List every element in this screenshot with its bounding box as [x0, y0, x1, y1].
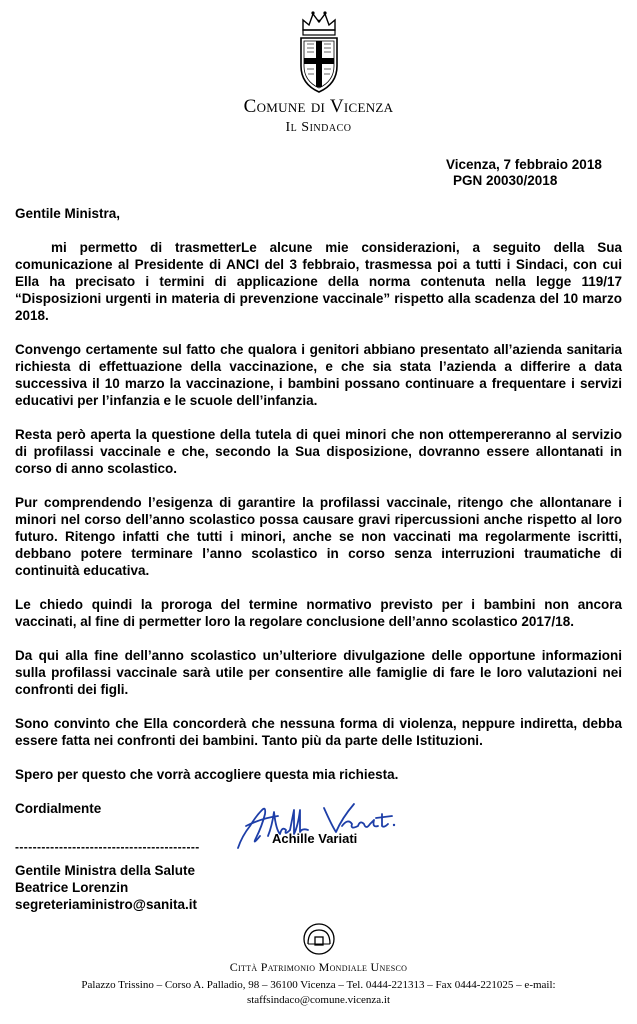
salutation: Gentile Ministra,	[15, 206, 121, 221]
protocol-number: PGN 20030/2018	[453, 173, 558, 188]
city-coat-of-arms-icon	[293, 8, 345, 94]
footer-email: staffsindaco@comune.vicenza.it	[246, 994, 391, 1006]
paragraph: Convengo certamente sul fatto che qualora i genitori abbiano presentato all’azienda sanitaria richiesta di effettuazione della vaccinazione, e che sia stata l’azienda a differire a data successiva il 10 marzo la vaccinazione, i bambini possano continuare a frequentare i servizi educativi per l’infanzia e le scuole dell’infanzia.	[15, 342, 622, 408]
paragraph: mi permetto di trasmetterLe alcune mie considerazioni, a seguito della Sua comunicazione al Presidente di ANCI del 3 febbraio, trasmessa poi a tutti i Sindaci, con cui Ella ha precisato i termini di applicazione della norma contenuta nella legge 119/17 “Disposizioni urgenti in materia di prevenzione vaccinale” rispetto alla scadenza del 10 marzo 2018.	[15, 240, 622, 323]
recipient-title: Gentile Ministra della Salute	[15, 863, 196, 878]
paragraph: Da qui alla fine dell’anno scolastico un’ulteriore divulgazione delle opportune informazioni sulla profilassi vaccinale sarà utile per consentire alle famiglie di fare le loro valutazioni nei confronti dei figli.	[15, 648, 622, 697]
paragraph: Pur comprendendo l’esigenza di garantire la profilassi vaccinale, ritengo che allontanare i minori nel corso dell’anno scolastico possa causare gravi ripercussioni anche rispetto al loro futuro. Ritengo infatti che tutti i minori, anche se non vaccinati ma regolarmente iscritti, debbano potere terminare l’anno scolastico in corso senza interruzioni traumatiche di continuità educativa.	[15, 495, 622, 578]
paragraph: Le chiedo quindi la proroga del termine normativo previsto per i bambini non ancora vaccinati, al fine di permetter loro la regolare conclusione dell’anno scolastico 2017/18.	[15, 597, 622, 629]
separator-line: ------------------------------------------	[15, 840, 200, 854]
date-block	[446, 157, 626, 189]
closing: Cordialmente	[15, 801, 102, 816]
org-name: Comune di Vicenza	[243, 96, 394, 117]
recipient-email: segreteriaministro@sanita.it	[15, 897, 197, 912]
footer-address: Palazzo Trissino – Corso A. Palladio, 98 – 36100 Vicenza – Tel. 0444-221313 – Fax 0444-221025 – e-mail:	[81, 979, 556, 991]
recipient-block	[15, 862, 197, 913]
org-subtitle: Il Sindaco	[285, 120, 352, 135]
unesco-heritage-icon	[302, 922, 336, 956]
letter-body	[15, 205, 622, 834]
letter-date: Vicenza, 7 febbraio 2018	[446, 157, 602, 172]
paragraph: Sono convinto che Ella concorderà che nessuna forma di violenza, neppure indiretta, debba essere fatta nei confronti dei bambini. Tanto più da parte delle Istituzioni.	[15, 716, 622, 748]
signer-name: Achille Variati	[272, 831, 358, 846]
paragraph: Resta però aperta la questione della tutela di quei minori che non ottempereranno al servizio di profilassi vaccinale e che, secondo la Sua disposizione, dovranno essere allontanati in corso di anno scolastico.	[15, 427, 622, 476]
heritage-caption: Città Patrimonio Mondiale Unesco	[229, 960, 408, 974]
paragraph: Spero per questo che vorrà accogliere questa mia richiesta.	[15, 767, 399, 782]
handwritten-signature	[232, 796, 402, 856]
recipient-name: Beatrice Lorenzin	[15, 880, 129, 895]
